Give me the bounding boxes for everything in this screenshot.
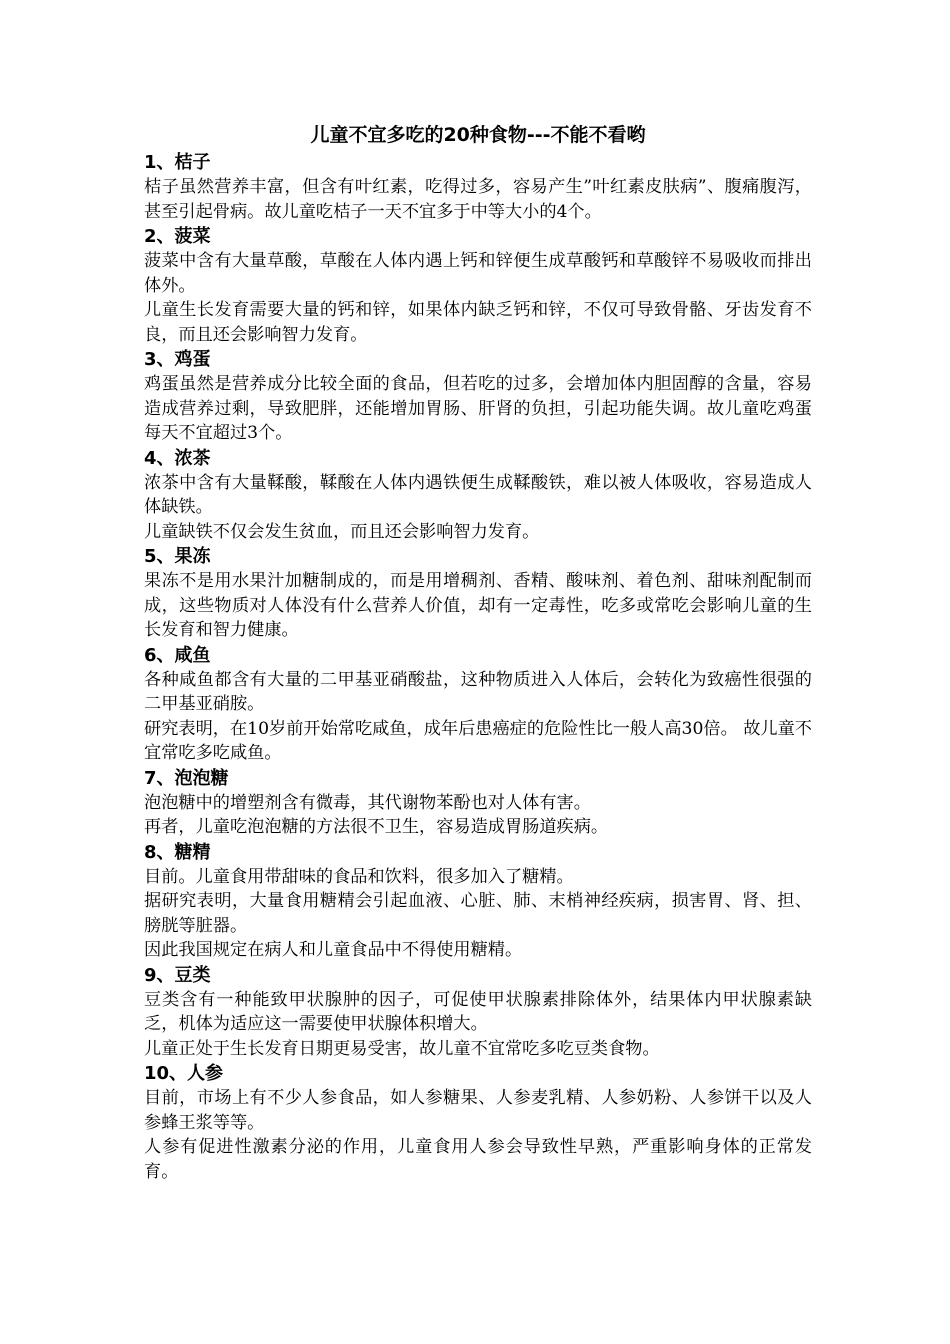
food-item-paragraph: 再者，儿童吃泡泡糖的方法很不卫生，容易造成胃肠道疾病。	[144, 817, 609, 837]
food-item	[144, 150, 812, 224]
food-item	[144, 840, 812, 963]
food-item-paragraph: 目前，市场上有不少人参食品，如人参糖果、人参麦乳精、人参奶粉、人参饼干以及人参蜂王浆等等。	[144, 1088, 812, 1133]
food-item-paragraph: 各种咸鱼都含有大量的二甲基亚硝酸盐，这种物质进入人体后，会转化为致癌性很强的二甲基亚硝胺。	[144, 669, 812, 714]
food-item-heading: 4、浓茶	[144, 447, 211, 469]
food-item-heading: 5、果冻	[144, 546, 211, 567]
food-item	[144, 347, 812, 446]
food-item	[144, 224, 812, 347]
food-item-paragraph: 泡泡糖中的增塑剂含有微毒，其代谢物苯酚也对人体有害。	[144, 792, 591, 813]
food-list	[144, 150, 812, 1184]
food-item-paragraph: 浓茶中含有大量鞣酸，鞣酸在人体内遇铁便生成鞣酸铁，难以被人体吸收，容易造成人体缺铁。	[144, 472, 812, 517]
food-item-heading: 1、桔子	[144, 152, 211, 173]
food-item-paragraph: 研究表明，在10岁前开始常吃咸鱼，成年后患癌症的危险性比一般人高30倍。 故儿童不宜常吃多吃咸鱼。	[144, 718, 812, 763]
food-item-paragraph: 人参有促进性激素分泌的作用，儿童食用人参会导致性早熟，严重影响身体的正常发育。	[144, 1137, 812, 1182]
food-item	[144, 544, 812, 643]
food-item-paragraph: 因此我国规定在病人和儿童食品中不得使用糖精。	[144, 940, 523, 960]
food-item-paragraph: 儿童缺铁不仅会发生贫血，而且还会影响智力发育。	[144, 521, 540, 542]
food-item-paragraph: 儿童生长发育需要大量的钙和锌，如果体内缺乏钙和锌，不仅可导致骨骼、牙齿发育不良，而且还会影响智力发育。	[144, 300, 812, 345]
food-item-paragraph: 据研究表明，大量食用糖精会引起血液、心脏、肺、末梢神经疾病，损害胃、肾、担、膀胱等脏器。	[144, 891, 812, 936]
food-item	[144, 963, 812, 1062]
food-item-paragraph: 儿童正处于生长发育日期更易受害，故儿童不宜常吃多吃豆类食物。	[144, 1038, 660, 1059]
food-item-heading: 6、咸鱼	[144, 644, 211, 666]
food-item-heading: 3、鸡蛋	[144, 349, 211, 370]
food-item	[144, 446, 812, 545]
food-item-heading: 2、菠菜	[144, 226, 211, 247]
food-item-paragraph: 鸡蛋虽然是营养成分比较全面的食品，但若吃的过多，会增加体内胆固醇的含量，容易造成营养过剩，导致肥胖，还能增加胃肠、肝肾的负担，引起功能失调。故儿童吃鸡蛋每天不宜超过3个。	[144, 374, 812, 443]
food-item	[144, 1061, 812, 1184]
food-item-heading: 10、人参	[144, 1063, 224, 1084]
food-item-paragraph: 菠菜中含有大量草酸，草酸在人体内遇上钙和锌便生成草酸钙和草酸锌不易吸收而排出体外。	[144, 251, 812, 296]
food-item-paragraph: 目前。儿童食用带甜味的食品和饮料，很多加入了糖精。	[144, 866, 574, 887]
food-item	[144, 766, 812, 840]
food-item-paragraph: 果冻不是用水果汁加糖制成的，而是用增稠剂、香精、酸味剂、着色剂、甜味剂配制而成，这些物质对人体没有什么营养人价值，却有一定毒性，吃多或常吃会影响儿童的生长发育和智力健康。	[144, 571, 812, 640]
document-title: 儿童不宜多吃的20种食物---不能不看哟	[310, 124, 646, 146]
document-page	[144, 120, 812, 1184]
food-item-paragraph: 豆类含有一种能致甲状腺肿的因子，可促使甲状腺素排除体外，结果体内甲状腺素缺乏，机体为适应这一需要使甲状腺体积增大。	[144, 989, 812, 1034]
food-item-heading: 9、豆类	[144, 964, 211, 986]
food-item-paragraph: 桔子虽然营养丰富，但含有叶红素，吃得过多，容易产生”叶红素皮肤病”、腹痛腹泻，甚至引起骨病。故儿童吃桔子一天不宜多于中等大小的4个。	[144, 177, 812, 222]
food-item-heading: 8、糖精	[144, 841, 211, 863]
food-item-heading: 7、泡泡糖	[144, 767, 229, 789]
food-item	[144, 643, 812, 766]
